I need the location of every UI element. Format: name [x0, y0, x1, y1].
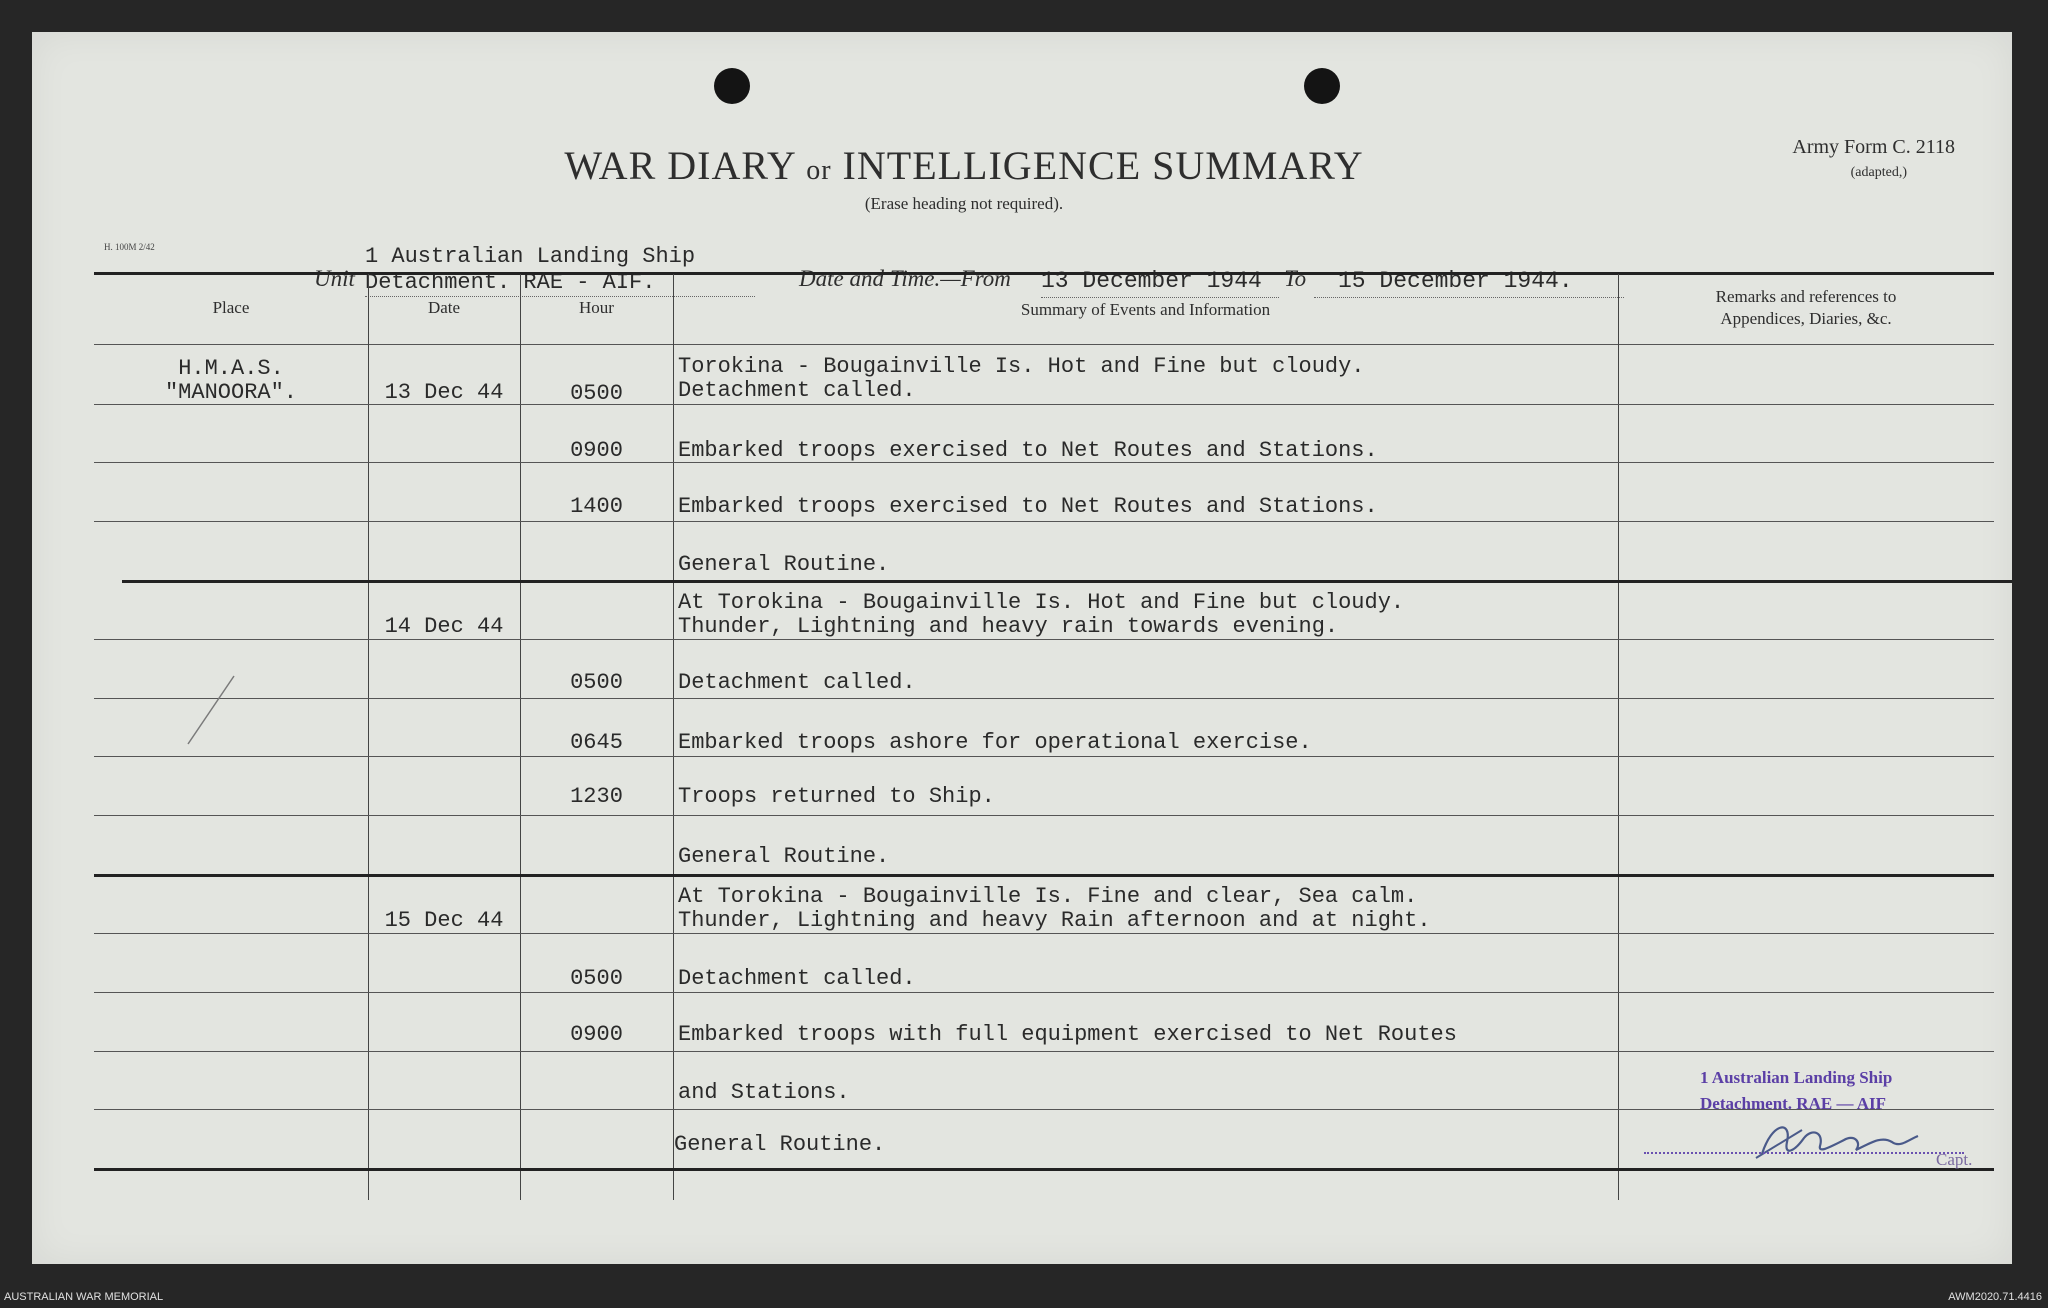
to-dotted-rule	[1314, 297, 1624, 298]
unit-value-line1: 1 Australian Landing Ship	[365, 244, 696, 269]
col-header-remarks: Remarks and references to Appendices, Diaries, &c.	[1715, 287, 1897, 328]
table-top-rule	[94, 272, 1994, 275]
summary-cell: and Stations.	[678, 1080, 850, 1105]
hour-cell: 0900	[570, 438, 623, 463]
unit-label: Unit	[314, 266, 355, 291]
date-to-label: To	[1284, 266, 1307, 291]
table-bottom-rule	[94, 1168, 1994, 1171]
hour-cell: 0500	[570, 381, 623, 406]
date-day2: 14 Dec 44	[384, 614, 504, 639]
unit-value-line2: Detachment. RAE - AIF.	[365, 270, 656, 295]
punch-hole-left	[714, 68, 750, 104]
summary-cell: General Routine.	[674, 1132, 886, 1157]
date-day3: 15 Dec 44	[384, 908, 504, 933]
hour-cell: 0645	[570, 730, 623, 755]
summary-cell: Thunder, Lightning and heavy rain towards evening.	[678, 614, 1339, 639]
pencil-mark	[182, 672, 242, 752]
day-separator-rule	[122, 580, 2012, 583]
page-title: WAR DIARY or INTELLIGENCE SUMMARY	[564, 143, 1364, 188]
footer-source: AUSTRALIAN WAR MEMORIAL	[4, 1291, 164, 1303]
date-to: 15 December 1944.	[1338, 268, 1573, 294]
col-divider-hour	[673, 274, 674, 1200]
punch-hole-right	[1304, 68, 1340, 104]
row-rule	[94, 756, 1994, 757]
summary-cell: Detachment called.	[678, 670, 916, 695]
summary-cell: Detachment called.	[678, 378, 916, 403]
col-header-summary: Summary of Events and Information	[1020, 300, 1271, 319]
col-header-date: Date	[427, 298, 461, 317]
summary-cell: Troops returned to Ship.	[678, 784, 995, 809]
page-subtitle: (Erase heading not required).	[864, 194, 1064, 213]
row-rule	[94, 992, 1994, 993]
unit-stamp-line2: Detachment. RAE — AIF	[1700, 1094, 1887, 1113]
summary-cell: Embarked troops exercised to Net Routes and Stations.	[678, 494, 1378, 519]
date-from: 13 December 1944	[1041, 268, 1262, 294]
hour-cell: 0900	[570, 1022, 623, 1047]
date-day1: 13 Dec 44	[384, 380, 504, 405]
hour-cell: 1230	[570, 784, 623, 809]
row-rule	[94, 521, 1994, 522]
signature	[1732, 1112, 1952, 1172]
summary-cell: Embarked troops with full equipment exercised to Net Routes	[678, 1022, 1457, 1047]
place-line2: "MANOORA".	[164, 380, 298, 405]
row-rule	[94, 698, 1994, 699]
row-rule	[94, 1051, 1994, 1052]
day-separator-rule	[94, 874, 1994, 877]
row-rule	[94, 933, 1994, 934]
summary-cell: At Torokina - Bougainville Is. Hot and Fine but cloudy.	[678, 590, 1405, 615]
row-rule	[94, 639, 1994, 640]
summary-cell: Detachment called.	[678, 966, 916, 991]
form-code: H. 100M 2/42	[104, 242, 155, 252]
summary-cell: Embarked troops ashore for operational exercise.	[678, 730, 1312, 755]
col-header-place: Place	[212, 298, 250, 317]
summary-cell: Thunder, Lightning and heavy Rain afternoon and at night.	[678, 908, 1431, 933]
summary-cell: General Routine.	[678, 552, 890, 577]
hour-cell: 1400	[570, 494, 623, 519]
col-divider-place	[368, 274, 369, 1200]
form-identifier: Army Form C. 2118 (adapted,)	[1792, 136, 1955, 180]
summary-cell: At Torokina - Bougainville Is. Fine and clear, Sea calm.	[678, 884, 1418, 909]
summary-cell: Torokina - Bougainville Is. Hot and Fine but cloudy.	[678, 354, 1365, 379]
signatory-rank: Capt.	[1936, 1150, 1973, 1169]
row-rule	[94, 815, 1994, 816]
signature-rule	[1644, 1152, 1964, 1154]
hour-cell: 0500	[570, 670, 623, 695]
col-header-hour: Hour	[579, 298, 614, 317]
date-time-label: Date and Time.—From	[799, 266, 1011, 291]
col-divider-summary	[1618, 274, 1619, 1200]
unit-stamp-line1: 1 Australian Landing Ship	[1700, 1068, 1893, 1087]
footer-accession-number: AWM2020.71.4416	[1948, 1291, 2042, 1303]
header-bottom-rule	[94, 344, 1994, 345]
place-line1: H.M.A.S.	[178, 356, 284, 381]
diary-sheet	[32, 32, 2012, 1264]
summary-cell: Embarked troops exercised to Net Routes and Stations.	[678, 438, 1378, 463]
unit-dotted-rule	[365, 296, 755, 297]
summary-cell: General Routine.	[678, 844, 890, 869]
from-dotted-rule	[1041, 297, 1279, 298]
hour-cell: 0500	[570, 966, 623, 991]
